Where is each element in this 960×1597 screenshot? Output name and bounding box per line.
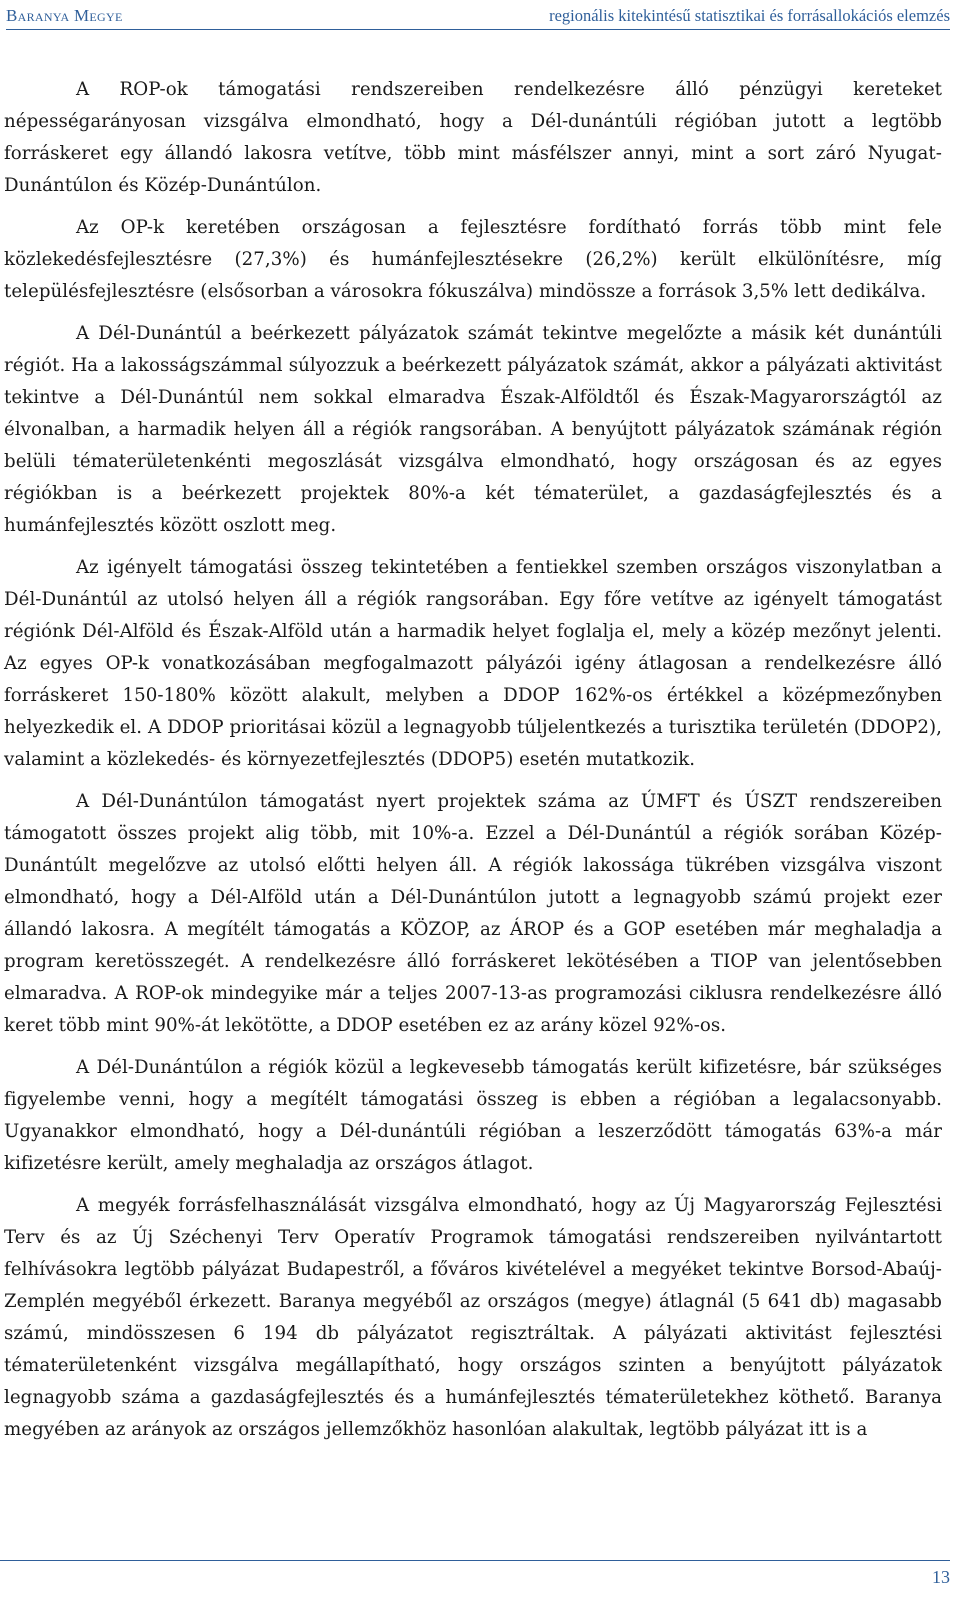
paragraph: A ROP-ok támogatási rendszereiben rendelkezésre álló pénzügyi kereteket népességarányosan vizsgálva elmondható, hogy a Dél-dunántúli régióban jutott a legtöbb forráskeret egy állandó lakosra vetítve, több mint másfélszer annyi, mint a sort záró Nyugat-Dunántúlon és Közép-Dunántúlon. bbox=[4, 79, 942, 196]
page-footer bbox=[0, 1560, 950, 1587]
paragraph: A megyék forrásfelhasználását vizsgálva elmondható, hogy az Új Magyarország Fejlesztési Terv és az Új Széchenyi Terv Operatív Programok támogatási rendszereiben nyilvántartott felhívásokra legtöbb pályázat Budapestről, a főváros kivételével a megyéket tekintve Borsod-Abaúj-Zemplén megyéből érkezett. Baranya megyéből az országos (megye) átlagnál (5 641 db) magasabb számú, mindösszesen 6 194 db pályázatot regisztráltak. A pályázati aktivitást fejlesztési tématerületenként vizsgálva megállapítható, hogy országos szinten a benyújtott pályázatok legnagyobb száma a gazdaságfejlesztés és a humánfejlesztés tématerületekhez köthető. Baranya megyében az arányok az országos jellemzőkhöz hasonlóan alakultak, legtöbb pályázat itt is a bbox=[4, 1195, 942, 1440]
paragraph: Az igényelt támogatási összeg tekintetében a fentiekkel szemben országos viszonylatban a Dél-Dunántúl az utolsó helyen áll a régiók rangsorában. Egy főre vetítve az igényelt támogatást régiónk Dél-Alföld és Észak-Alföld után a harmadik helyet foglalja el, mely a közép mezőnyt jelenti. Az egyes OP-k vonatkozásában megfogalmazott pályázói igény átlagosan a rendelkezésre álló forráskeret 150-180% között alakult, melyben a DDOP 162%-os értékkel a középmezőnyben helyezkedik el. A DDOP prioritásai közül a legnagyobb túljelentkezés a turisztika területén (DDOP2), valamint a közlekedés- és környezetfejlesztés (DDOP5) esetén mutatkozik. bbox=[4, 557, 942, 770]
page-header bbox=[6, 3, 950, 30]
document-body bbox=[4, 74, 942, 1456]
header-county-title: Baranya Megye bbox=[6, 6, 123, 25]
header-document-title: regionális kitekintésű statisztikai és forrásallokációs elemzés bbox=[549, 6, 950, 25]
paragraph: A Dél-Dunántúlon a régiók közül a legkevesebb támogatás került kifizetésre, bár szükséges figyelembe venni, hogy a megítélt támogatási összeg is ebben a régióban a legalacsonyabb. Ugyanakkor elmondható, hogy a Dél-dunántúli régióban a leszerződött támogatás 63%-a már kifizetésre került, amely meghaladja az országos átlagot. bbox=[4, 1057, 942, 1174]
page-number: 13 bbox=[932, 1567, 950, 1587]
paragraph: Az OP-k keretében országosan a fejlesztésre fordítható forrás több mint fele közlekedésfejlesztésre (27,3%) és humánfejlesztésekre (26,2%) került elkülönítésre, míg településfejlesztésre (elsősorban a városokra fókuszálva) mindössze a források 3,5% lett dedikálva. bbox=[4, 217, 942, 302]
paragraph: A Dél-Dunántúlon támogatást nyert projektek száma az ÚMFT és ÚSZT rendszereiben támogatott összes projekt alig több, mit 10%-a. Ezzel a Dél-Dunántúl a régiók sorában Közép-Dunántúlt megelőzve az utolsó előtti helyen áll. A régiók lakossága tükrében vizsgálva viszont elmondható, hogy a Dél-Alföld után a Dél-Dunántúlon jutott a legnagyobb számú projekt ezer állandó lakosra. A megítélt támogatás a KÖZOP, az ÁROP és a GOP esetében már meghaladja a program keretösszegét. A rendelkezésre álló forráskeret lekötésében a TIOP van jelentősebben elmaradva. A ROP-ok mindegyike már a teljes 2007-13-as programozási ciklusra rendelkezésre álló keret több mint 90%-át lekötötte, a DDOP esetében ez az arány közel 92%-os. bbox=[4, 791, 942, 1036]
paragraph: A Dél-Dunántúl a beérkezett pályázatok számát tekintve megelőzte a másik két dunántúli régiót. Ha a lakosságszámmal súlyozzuk a beérkezett pályázatok számát, akkor a pályázati aktivitást tekintve a Dél-Dunántúl nem sokkal elmaradva Észak-Alföldtől és Észak-Magyarországtól az élvonalban, a harmadik helyen áll a régiók rangsorában. A benyújtott pályázatok számának régión belüli tématerületenkénti megoszlását vizsgálva elmondható, hogy országosan és az egyes régiókban is a beérkezett projektek 80%-a két tématerület, a gazdaságfejlesztés és a humánfejlesztés között oszlott meg. bbox=[4, 323, 942, 536]
